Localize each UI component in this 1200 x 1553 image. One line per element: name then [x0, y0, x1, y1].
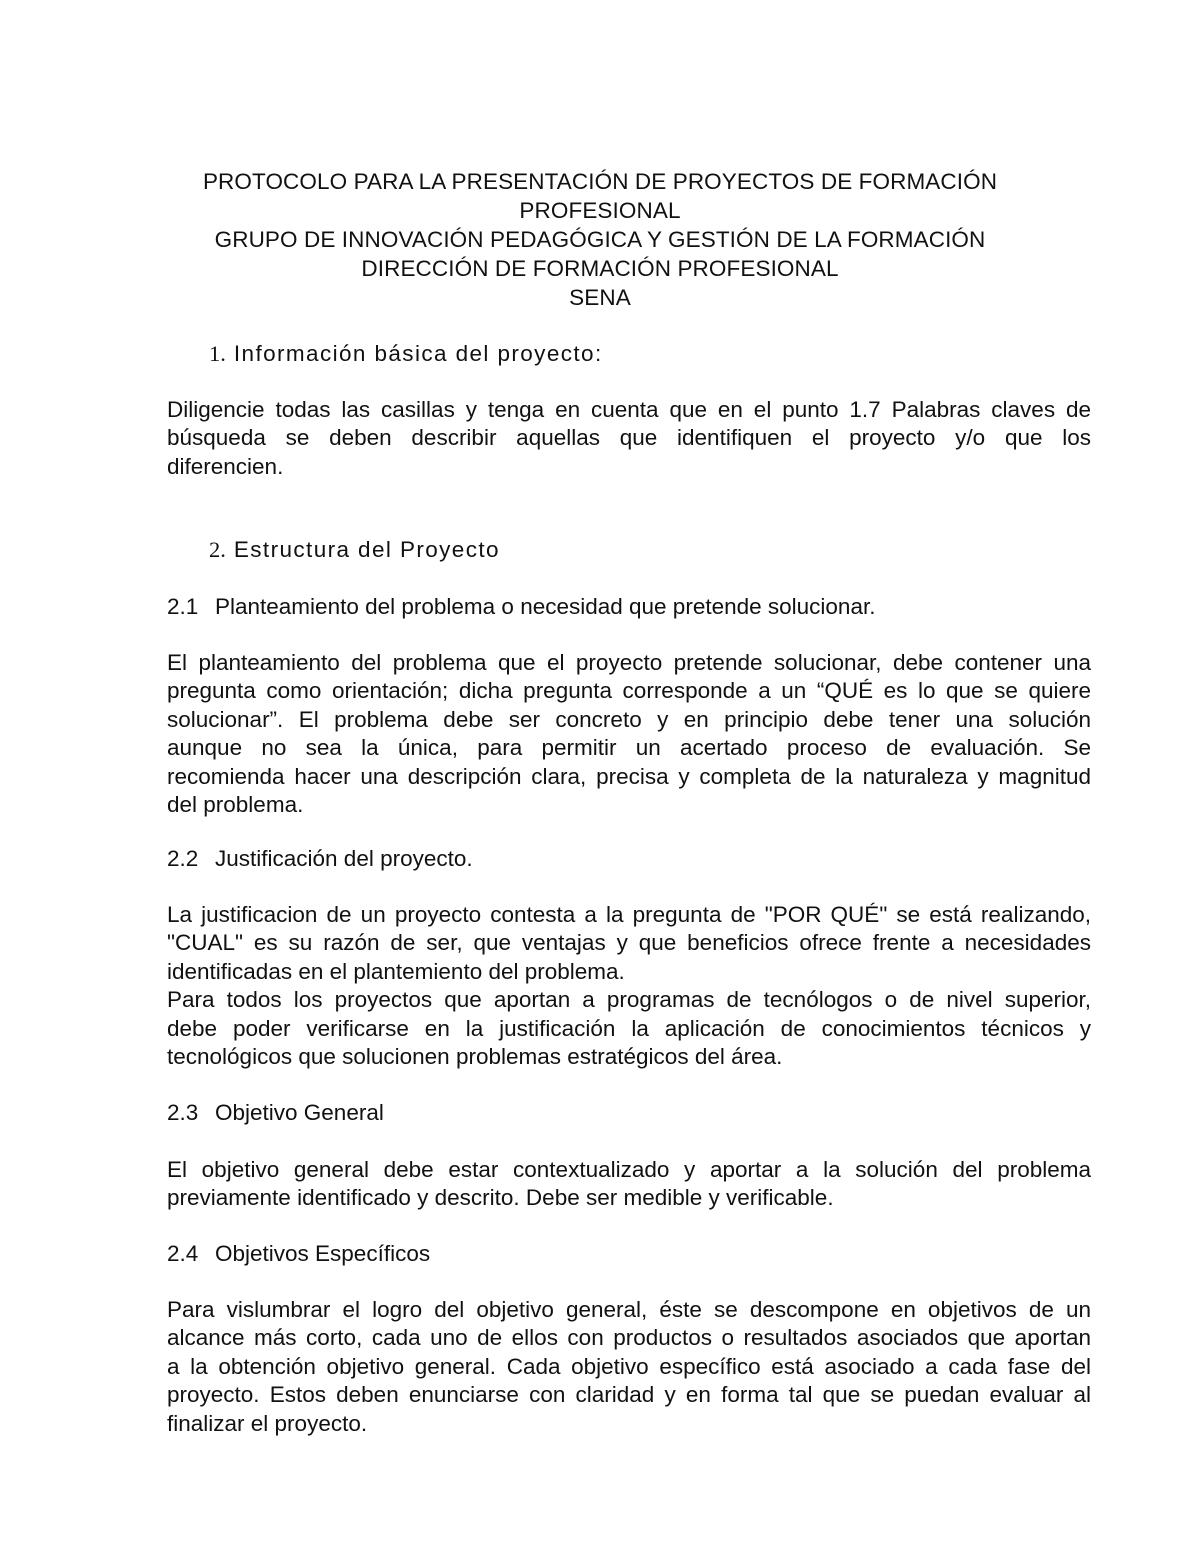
- document-title-line-1: PROTOCOLO PARA LA PRESENTACIÓN DE PROYECTOS DE FORMACIÓN: [202, 169, 998, 194]
- paragraph-line: pregunta como orientación; dicha pregunta corresponde a un “QUÉ es lo que se quiere: [167, 678, 1091, 704]
- subsection-2-2-heading: [167, 845, 473, 873]
- subsection-2-3-paragraph: [167, 1156, 1091, 1213]
- subsection-title: Justificación del proyecto.: [215, 846, 473, 871]
- subsection-number: 2.4: [167, 1241, 199, 1266]
- subsection-2-1-heading: [167, 593, 875, 621]
- subsection-2-4-paragraph: [167, 1296, 1091, 1438]
- subsection-number: 2.2: [167, 846, 199, 871]
- paragraph-line: proyecto. Estos deben enunciarse con claridad y en forma tal que se puedan evaluar al: [167, 1382, 1091, 1408]
- paragraph-line: El objetivo general debe estar contextualizado y aportar a la solución del problema: [167, 1157, 1091, 1182]
- paragraph-line: solucionar”. El problema debe ser concreto y en principio debe tener una solución: [167, 706, 1091, 732]
- paragraph-line: Para vislumbrar el logro del objetivo general, éste se descompone en objetivos de un: [167, 1297, 1091, 1322]
- section-2-title: Estructura del Proyecto: [233, 537, 500, 562]
- paragraph-line: El planteamiento del problema que el proyecto pretende solucionar, debe contener una: [167, 650, 1091, 675]
- section-2-heading: [209, 536, 500, 564]
- subsection-number: 2.1: [167, 594, 199, 619]
- section-1-paragraph: [167, 396, 1091, 481]
- paragraph-line: finalizar el proyecto.: [167, 1410, 368, 1436]
- organization-name: SENA: [569, 285, 631, 310]
- section-1-number: 1.: [209, 341, 226, 366]
- paragraph-line: previamente identificado y descrito. Debe ser medible y verificable.: [167, 1185, 834, 1211]
- subsection-title: Objetivos Específicos: [215, 1241, 431, 1266]
- paragraph-line: alcance más corto, cada uno de ellos con productos o resultados asociados que aportan: [167, 1325, 1091, 1351]
- directorate-name: DIRECCIÓN DE FORMACIÓN PROFESIONAL: [361, 256, 839, 281]
- paragraph-line: del problema.: [167, 792, 304, 818]
- paragraph-line: Diligencie todas las casillas y tenga en cuenta que en el punto 1.7 Palabras claves de: [167, 397, 1091, 422]
- section-1-title: Información básica del proyecto:: [233, 341, 603, 366]
- document-title-line-2: PROFESIONAL: [519, 198, 681, 223]
- paragraph-line: Para todos los proyectos que aportan a programas de tecnólogos o de nivel superior,: [167, 987, 1091, 1013]
- subsection-2-2-paragraph: [167, 901, 1091, 1071]
- paragraph-line: diferencien.: [167, 453, 284, 479]
- section-1-heading: [209, 340, 603, 368]
- paragraph-line: tecnológicos que solucionen problemas estratégicos del área.: [167, 1044, 783, 1070]
- group-name: GRUPO DE INNOVACIÓN PEDAGÓGICA Y GESTIÓN DE LA FORMACIÓN: [214, 227, 986, 252]
- subsection-2-1-paragraph: [167, 649, 1091, 819]
- paragraph-line: recomienda hacer una descripción clara, precisa y completa de la naturaleza y magnitud: [167, 763, 1091, 789]
- subsection-2-3-heading: [167, 1099, 384, 1127]
- subsection-title: Planteamiento del problema o necesidad que pretende solucionar.: [215, 594, 876, 619]
- paragraph-line: búsqueda se deben describir aquellas que identifiquen el proyecto y/o que los: [167, 425, 1091, 451]
- subsection-number: 2.3: [167, 1100, 199, 1125]
- subsection-2-4-heading: [167, 1240, 430, 1268]
- paragraph-line: identificadas en el plantemiento del problema.: [167, 958, 625, 984]
- subsection-title: Objetivo General: [215, 1100, 384, 1125]
- paragraph-line: "CUAL" es su razón de ser, que ventajas y que beneficios ofrece frente a necesidades: [167, 930, 1091, 956]
- paragraph-line: aunque no sea la única, para permitir un acertado proceso de evaluación. Se: [167, 735, 1091, 761]
- paragraph-line: debe poder verificarse en la justificación la aplicación de conocimientos técnicos y: [167, 1015, 1091, 1041]
- section-2-number: 2.: [209, 537, 226, 562]
- paragraph-line: La justificacion de un proyecto contesta a la pregunta de "POR QUÉ" se está realizando,: [167, 902, 1091, 927]
- paragraph-line: a la obtención objetivo general. Cada objetivo específico está asociado a cada fase del: [167, 1353, 1091, 1379]
